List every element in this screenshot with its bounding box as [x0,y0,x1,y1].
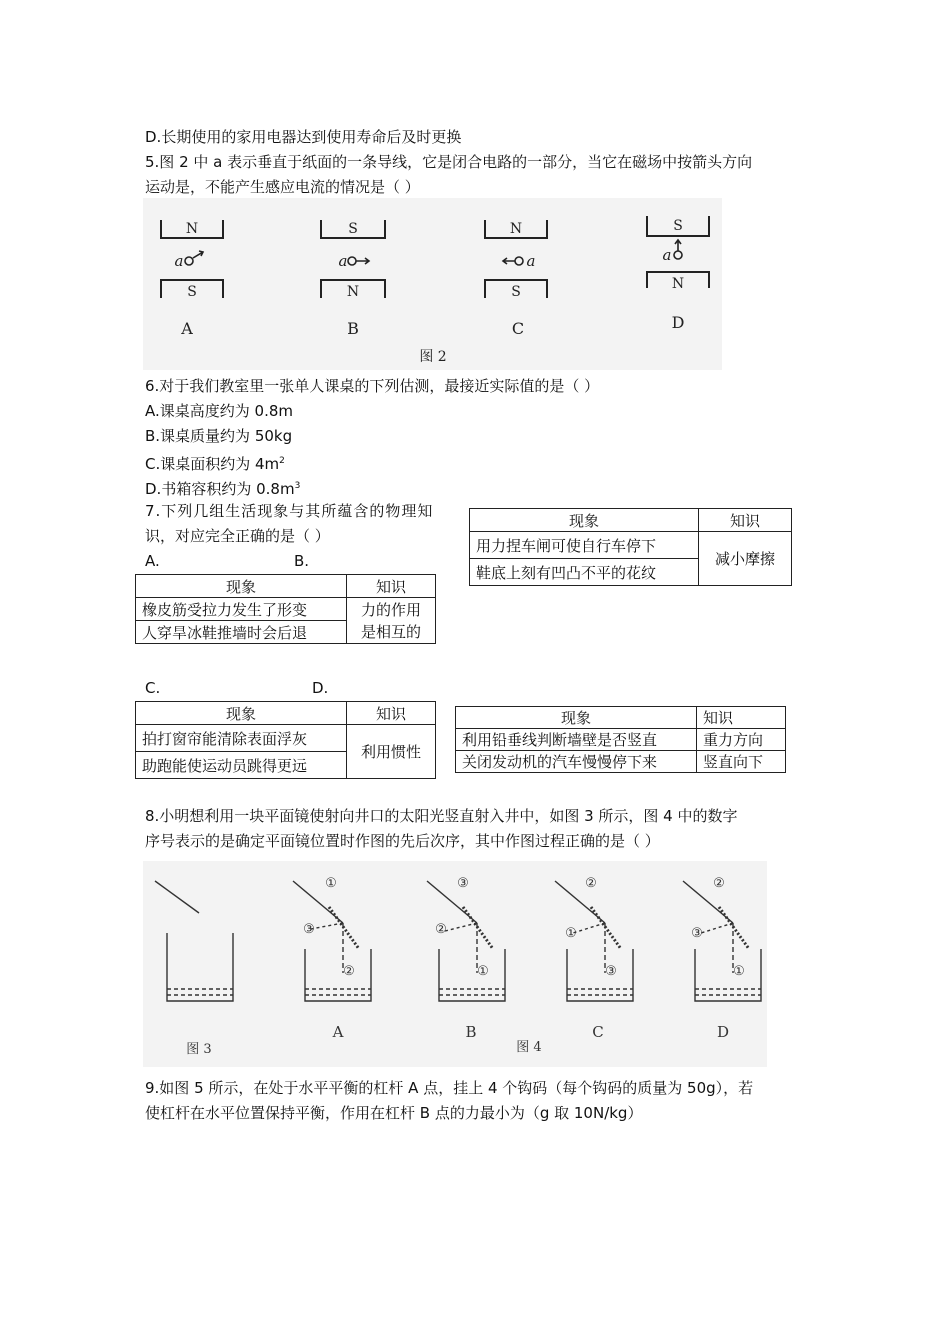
q8-stem-line2: 序号表示的是确定平面镜位置时作图的先后次序，其中作图过程正确的是（ ） [145,832,660,850]
q7-table-a-row-2: 人穿旱冰鞋推墙时会后退 [136,621,347,644]
q7-table-d-row-2: 关闭发动机的汽车慢慢停下来 [456,751,697,773]
fig2-label-d: D [671,313,685,332]
q7-table-a-header-phenomenon: 现象 [136,575,347,598]
figure-2-drawing [143,198,722,370]
q5-stem-line1: 5.图 2 中 a 表示垂直于纸面的一条导线，它是闭合电路的一部分，当它在磁场中按箭头方向 [145,153,753,171]
q7-stem-line2: 识，对应完全正确的是（ ） [145,527,330,545]
fig2-a-top-pole: N [185,221,199,237]
fig3-caption: 图 3 [186,1042,212,1057]
q7-table-a-knowledge-2: 是相互的 [347,621,436,644]
q9-stem-line2: 使杠杆在水平位置保持平衡，作用在杠杆 B 点的力最小为（g 取 10N/kg） [145,1104,643,1122]
q7-label-c: C. [145,679,161,697]
q7-label-d: D. [312,679,329,697]
q8-stem-line1: 8.小明想利用一块平面镜使射向井口的太阳光竖直射入井中，如图 3 所示，图 4 中的数字 [145,807,738,825]
q7-table-a-knowledge-1: 力的作用 [347,598,436,621]
q4-option-d: D.长期使用的家用电器达到使用寿命后及时更换 [145,128,462,146]
q7-table-b-header-phenomenon: 现象 [470,509,699,532]
q7-table-d-knowledge-2: 竖直向下 [697,751,786,773]
fig4-d-num-2: ③ [691,926,703,941]
fig2-b-bottom-pole: N [346,284,360,300]
fig2-label-a: A [181,319,193,338]
fig4-d-num-1: ② [713,876,725,891]
q7-table-b-row-2: 鞋底上刻有凹凸不平的花纹 [470,559,699,586]
q7-table-a [135,574,436,644]
fig2-a-wire: a [174,252,184,270]
fig4-a-num-3: ② [343,964,355,979]
fig4-d-num-3: ① [733,964,745,979]
fig2-d-bottom-pole: N [671,276,685,292]
fig2-caption: 图 2 [419,349,447,365]
q6-option-d-text: D.书箱容积约为 0.8m [145,480,295,498]
q7-table-c-row-1: 拍打窗帘能清除表面浮灰 [136,725,347,752]
q5-stem-line2: 运动是，不能产生感应电流的情况是（ ） [145,178,420,196]
q7-table-d-row-1: 利用铅垂线判断墙壁是否竖直 [456,729,697,751]
figure-3-4-drawing [143,861,767,1067]
fig4-b-num-3: ① [477,964,489,979]
q7-table-c [135,701,436,779]
q7-table-a-row-1: 橡皮筋受拉力发生了形变 [136,598,347,621]
fig4-label-c: C [592,1023,604,1041]
fig4-c-num-3: ③ [605,964,617,979]
q7-table-b-header-knowledge: 知识 [699,509,792,532]
fig4-label-d: D [716,1023,730,1041]
q7-table-c-row-2: 助跑能使运动员跳得更远 [136,752,347,779]
q7-table-b [469,508,792,586]
q7-table-c-header-knowledge: 知识 [347,702,436,725]
q6-option-d [145,474,300,501]
q7-label-a: A. [145,552,160,570]
q7-table-c-header-phenomenon: 现象 [136,702,347,725]
q7-stem-line1: 7.下列几组生活现象与其所蕴含的物理知 [145,502,434,520]
fig2-b-wire: a [338,252,348,270]
fig4-c-num-1: ② [585,876,597,891]
q7-table-d-header-knowledge: 知识 [697,707,786,729]
q7-table-d [455,706,786,773]
fig4-c-num-2: ① [565,926,577,941]
q9-stem-line1: 9.如图 5 所示，在处于水平平衡的杠杆 A 点，挂上 4 个钩码（每个钩码的质量为 50g），若 [145,1079,754,1097]
fig4-a-num-1: ① [325,876,337,891]
figure-3-4 [143,861,767,1067]
fig2-d-wire: a [662,246,672,264]
fig2-c-top-pole: N [509,221,523,237]
q7-table-b-knowledge: 减小摩擦 [699,532,792,586]
q7-label-b: B. [294,552,310,570]
q6-option-a: A.课桌高度约为 0.8m [145,402,294,420]
q6-option-c-sup: 2 [279,456,285,466]
q7-table-c-knowledge: 利用惯性 [347,725,436,779]
q7-table-d-header-phenomenon: 现象 [456,707,697,729]
fig2-b-top-pole: S [348,221,358,237]
fig4-b-num-2: ② [435,922,447,937]
fig4-label-b: B [465,1023,477,1041]
fig4-b-num-1: ③ [457,876,469,891]
fig4-caption: 图 4 [516,1040,542,1055]
fig2-c-bottom-pole: S [511,284,521,300]
fig2-a-bottom-pole: S [187,284,197,300]
fig2-label-b: B [347,319,359,338]
q7-table-a-header-knowledge: 知识 [347,575,436,598]
q6-option-c [145,449,285,476]
figure-2 [143,198,722,370]
q7-table-b-row-1: 用力捏车闸可使自行车停下 [470,532,699,559]
fig4-a-num-2: ③ [303,922,315,937]
fig2-label-c: C [511,319,525,338]
q6-option-d-sup: 3 [294,481,301,491]
q6-option-c-text: C.课桌面积约为 4m [145,455,280,473]
q7-table-d-knowledge-1: 重力方向 [697,729,786,751]
fig4-label-a: A [332,1023,344,1041]
fig2-d-top-pole: S [673,218,683,234]
fig2-c-wire: a [526,252,536,270]
q6-option-b: B.课桌质量约为 50kg [145,427,293,445]
q6-stem: 6.对于我们教室里一张单人课桌的下列估测，最接近实际值的是（ ） [145,377,600,395]
